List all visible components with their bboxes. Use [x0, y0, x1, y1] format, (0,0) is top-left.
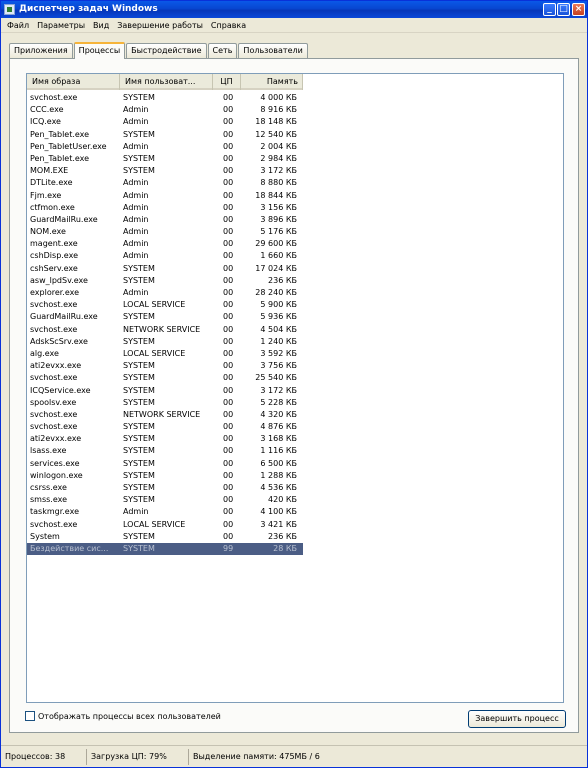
- process-user-name: SYSTEM: [123, 531, 155, 541]
- menu-options[interactable]: Параметры: [37, 20, 86, 30]
- process-memory: 12 540 КБ: [255, 129, 297, 139]
- process-user-name: SYSTEM: [123, 470, 155, 480]
- process-user-name: SYSTEM: [123, 385, 155, 395]
- tab-applications[interactable]: Приложения: [9, 43, 73, 58]
- process-cpu: 00: [223, 409, 234, 419]
- tab-users[interactable]: Пользователи: [238, 43, 307, 58]
- process-user-name: Admin: [123, 251, 149, 261]
- process-memory: 4 000 КБ: [260, 93, 297, 102]
- process-row[interactable]: [27, 470, 303, 482]
- process-row[interactable]: [27, 519, 303, 531]
- window-title: Диспетчер задач Windows: [19, 4, 158, 14]
- process-image-name: svchost.exe: [30, 300, 78, 310]
- process-image-name: Pen_Tablet.exe: [30, 129, 90, 139]
- process-memory: 3 756 КБ: [260, 361, 297, 371]
- process-list[interactable]: [26, 73, 564, 703]
- end-process-button[interactable]: Завершить процесс: [468, 710, 566, 728]
- process-row[interactable]: [27, 263, 303, 275]
- process-memory: 3 421 КБ: [260, 519, 297, 529]
- process-memory: 2 984 КБ: [260, 153, 297, 163]
- process-memory: 420 КБ: [268, 495, 297, 505]
- status-bar: [1, 745, 587, 767]
- process-image-name: Pen_TabletUser.exe: [30, 141, 107, 151]
- show-all-users-option[interactable]: [25, 710, 221, 722]
- process-cpu: 00: [223, 373, 234, 383]
- title-bar[interactable]: [1, 1, 587, 18]
- process-row[interactable]: [27, 348, 303, 360]
- process-user-name: Admin: [123, 507, 149, 517]
- process-user-name: SYSTEM: [123, 275, 155, 285]
- process-memory: 28 240 КБ: [255, 288, 297, 297]
- process-user-name: Admin: [123, 288, 149, 297]
- close-button[interactable]: ×: [572, 3, 585, 16]
- process-row[interactable]: [27, 177, 303, 189]
- process-user-name: Admin: [123, 105, 149, 115]
- menu-file[interactable]: Файл: [7, 20, 30, 30]
- process-cpu: 00: [223, 263, 234, 273]
- process-image-name: svchost.exe: [30, 324, 78, 334]
- process-memory: 1 116 КБ: [260, 446, 297, 456]
- process-user-name: LOCAL SERVICE: [123, 519, 186, 529]
- status-cpu-usage: Загрузка ЦП: 79%: [87, 749, 189, 765]
- process-rows: [27, 92, 303, 555]
- process-memory: 8 916 КБ: [260, 105, 297, 115]
- process-memory: 5 228 КБ: [260, 397, 297, 407]
- process-cpu: 00: [223, 336, 234, 346]
- process-memory: 4 504 КБ: [260, 324, 297, 334]
- process-user-name: SYSTEM: [123, 166, 155, 176]
- process-image-name: ati2evxx.exe: [30, 434, 82, 444]
- status-memory-commit: Выделение памяти: 475МБ / 6: [193, 751, 320, 761]
- process-memory: 1 240 КБ: [260, 336, 297, 346]
- process-memory: 28 КБ: [273, 543, 297, 553]
- process-row[interactable]: [27, 153, 303, 165]
- process-user-name: Admin: [123, 202, 149, 212]
- process-memory: 236 КБ: [268, 275, 297, 285]
- process-row[interactable]: [27, 238, 303, 250]
- process-cpu: 00: [223, 361, 234, 371]
- process-memory: 5 176 КБ: [260, 227, 297, 237]
- process-user-name: SYSTEM: [123, 129, 155, 139]
- process-cpu: 00: [223, 129, 234, 139]
- show-all-users-label: Отображать процессы всех пользователей: [38, 711, 221, 721]
- process-row[interactable]: [27, 409, 303, 421]
- process-image-name: ICQ.exe: [30, 117, 61, 127]
- process-cpu: 00: [223, 483, 234, 492]
- process-image-name: Pen_Tablet.exe: [30, 153, 90, 163]
- process-row[interactable]: [27, 202, 303, 214]
- process-memory: 5 900 КБ: [260, 300, 297, 310]
- process-row[interactable]: [27, 226, 303, 238]
- process-row[interactable]: [27, 190, 303, 202]
- process-cpu: 00: [223, 312, 234, 322]
- process-memory: 29 600 КБ: [255, 239, 297, 249]
- column-image-name[interactable]: Имя образа: [27, 74, 120, 90]
- process-row[interactable]: [27, 372, 303, 384]
- tab-networking[interactable]: Сеть: [208, 43, 238, 58]
- process-user-name: Admin: [123, 190, 149, 200]
- process-user-name: SYSTEM: [123, 373, 155, 383]
- process-user-name: Admin: [123, 239, 149, 249]
- process-user-name: Admin: [123, 214, 149, 224]
- process-row[interactable]: [27, 360, 303, 372]
- process-row[interactable]: [27, 397, 303, 409]
- process-memory: 4 100 КБ: [260, 507, 297, 517]
- process-user-name: NETWORK SERVICE: [123, 324, 201, 334]
- process-user-name: SYSTEM: [123, 361, 155, 371]
- tab-performance[interactable]: Быстродействие: [126, 43, 206, 58]
- process-cpu: 00: [223, 422, 234, 432]
- process-cpu: 00: [223, 446, 234, 456]
- process-cpu: 00: [223, 507, 234, 517]
- process-memory: 8 880 КБ: [260, 178, 297, 188]
- process-row[interactable]: [27, 311, 303, 323]
- process-image-name: System: [30, 531, 60, 541]
- process-user-name: SYSTEM: [123, 483, 155, 492]
- process-cpu: 00: [223, 458, 234, 468]
- process-image-name: explorer.exe: [30, 288, 80, 297]
- process-image-name: CCC.exe: [30, 105, 64, 115]
- process-image-name: alg.exe: [30, 348, 59, 358]
- process-cpu: 00: [223, 141, 234, 151]
- process-cpu: 00: [223, 239, 234, 249]
- process-user-name: SYSTEM: [123, 263, 155, 273]
- process-memory: 18 148 КБ: [255, 117, 297, 127]
- process-image-name: cshDisp.exe: [30, 251, 78, 261]
- process-cpu: 00: [223, 117, 234, 127]
- process-row[interactable]: [27, 165, 303, 177]
- menu-help[interactable]: Справка: [210, 20, 247, 30]
- process-memory: 236 КБ: [268, 531, 297, 541]
- process-memory: 4 320 КБ: [260, 409, 297, 419]
- process-image-name: ati2evxx.exe: [30, 361, 82, 371]
- process-row[interactable]: [27, 250, 303, 262]
- process-row[interactable]: [27, 543, 303, 555]
- tab-processes[interactable]: Процессы: [74, 42, 125, 59]
- process-user-name: Admin: [123, 141, 149, 151]
- process-cpu: 00: [223, 178, 234, 188]
- process-cpu: 00: [223, 227, 234, 237]
- process-image-name: asw_lpdSv.exe: [30, 275, 88, 285]
- process-row[interactable]: [27, 287, 303, 299]
- process-user-name: Admin: [123, 227, 149, 237]
- process-image-name: GuardMailRu.exe: [30, 214, 98, 224]
- process-cpu: 00: [223, 190, 234, 200]
- process-image-name: Fjm.exe: [30, 190, 62, 200]
- process-memory: 3 172 КБ: [260, 385, 297, 395]
- process-memory: 17 024 КБ: [255, 263, 297, 273]
- column-memory[interactable]: Память: [241, 74, 303, 90]
- process-cpu: 00: [223, 519, 234, 529]
- process-memory: 3 156 КБ: [260, 202, 297, 212]
- process-row[interactable]: [27, 385, 303, 397]
- process-cpu: 99: [223, 543, 234, 553]
- process-row[interactable]: [27, 336, 303, 348]
- process-cpu: 00: [223, 105, 234, 115]
- process-row[interactable]: [27, 104, 303, 116]
- process-user-name: LOCAL SERVICE: [123, 348, 186, 358]
- menu-bar: [1, 18, 587, 33]
- process-row[interactable]: [27, 299, 303, 311]
- process-image-name: csrss.exe: [30, 483, 67, 492]
- process-cpu: 00: [223, 153, 234, 163]
- column-user-name[interactable]: Имя пользоват...: [120, 74, 213, 90]
- process-row[interactable]: [27, 214, 303, 226]
- process-user-name: Admin: [123, 117, 149, 127]
- process-memory: 3 172 КБ: [260, 166, 297, 176]
- process-user-name: SYSTEM: [123, 446, 155, 456]
- process-cpu: 00: [223, 397, 234, 407]
- process-row[interactable]: [27, 421, 303, 433]
- process-user-name: SYSTEM: [123, 336, 155, 346]
- process-row[interactable]: [27, 92, 303, 104]
- process-user-name: SYSTEM: [123, 93, 155, 102]
- process-image-name: ctfmon.exe: [30, 202, 75, 212]
- process-user-name: SYSTEM: [123, 397, 155, 407]
- process-cpu: 00: [223, 348, 234, 358]
- process-cpu: 00: [223, 300, 234, 310]
- process-row[interactable]: [27, 482, 303, 494]
- process-image-name: svchost.exe: [30, 422, 78, 432]
- process-user-name: LOCAL SERVICE: [123, 300, 186, 310]
- task-manager-icon: [4, 4, 15, 15]
- process-cpu: 00: [223, 93, 234, 102]
- process-user-name: SYSTEM: [123, 422, 155, 432]
- process-image-name: svchost.exe: [30, 373, 78, 383]
- process-row[interactable]: [27, 324, 303, 336]
- process-row[interactable]: [27, 494, 303, 506]
- process-memory: 3 896 КБ: [260, 214, 297, 224]
- process-image-name: Бездействие сис...: [30, 543, 109, 553]
- process-memory: 4 876 КБ: [260, 422, 297, 432]
- process-row[interactable]: [27, 506, 303, 518]
- process-cpu: 00: [223, 324, 234, 334]
- process-image-name: NOM.exe: [30, 227, 66, 237]
- process-row[interactable]: [27, 141, 303, 153]
- process-image-name: taskmgr.exe: [30, 507, 79, 517]
- process-user-name: SYSTEM: [123, 543, 155, 553]
- process-memory: 2 004 КБ: [260, 141, 297, 151]
- processes-panel: [9, 58, 579, 733]
- maximize-button[interactable]: □: [557, 3, 570, 16]
- process-memory: 4 536 КБ: [260, 483, 297, 492]
- column-cpu[interactable]: ЦП: [213, 74, 241, 90]
- process-user-name: Admin: [123, 178, 149, 188]
- process-cpu: 00: [223, 495, 234, 505]
- process-user-name: NETWORK SERVICE: [123, 409, 201, 419]
- process-image-name: smss.exe: [30, 495, 68, 505]
- minimize-button[interactable]: _: [543, 3, 556, 16]
- process-image-name: AdskScSrv.exe: [30, 336, 88, 346]
- process-cpu: 00: [223, 434, 234, 444]
- show-all-users-checkbox[interactable]: [25, 711, 35, 721]
- process-row[interactable]: [27, 116, 303, 128]
- process-image-name: winlogon.exe: [30, 470, 83, 480]
- process-image-name: services.exe: [30, 458, 80, 468]
- process-image-name: DTLite.exe: [30, 178, 73, 188]
- process-row[interactable]: [27, 433, 303, 445]
- process-memory: 25 540 КБ: [255, 373, 297, 383]
- process-row[interactable]: [27, 445, 303, 457]
- process-user-name: SYSTEM: [123, 434, 155, 444]
- process-user-name: SYSTEM: [123, 458, 155, 468]
- process-cpu: 00: [223, 470, 234, 480]
- process-image-name: lsass.exe: [30, 446, 67, 456]
- process-image-name: GuardMailRu.exe: [30, 312, 98, 322]
- process-image-name: MOM.EXE: [30, 166, 69, 176]
- process-image-name: svchost.exe: [30, 409, 78, 419]
- process-image-name: svchost.exe: [30, 93, 78, 102]
- process-image-name: cshServ.exe: [30, 263, 78, 273]
- process-memory: 18 844 КБ: [255, 190, 297, 200]
- process-cpu: 00: [223, 531, 234, 541]
- menu-shutdown[interactable]: Завершение работы: [117, 20, 203, 30]
- tab-strip: [9, 41, 309, 58]
- process-row[interactable]: [27, 275, 303, 287]
- process-cpu: 00: [223, 166, 234, 176]
- process-user-name: SYSTEM: [123, 495, 155, 505]
- process-cpu: 00: [223, 288, 234, 297]
- process-memory: 3 592 КБ: [260, 348, 297, 358]
- process-image-name: svchost.exe: [30, 519, 78, 529]
- process-row[interactable]: [27, 531, 303, 543]
- process-memory: 6 500 КБ: [260, 458, 297, 468]
- process-cpu: 00: [223, 202, 234, 212]
- list-header: [27, 74, 303, 90]
- menu-view[interactable]: Вид: [93, 20, 110, 30]
- process-image-name: spoolsv.exe: [30, 397, 77, 407]
- process-row[interactable]: [27, 129, 303, 141]
- process-row[interactable]: [27, 458, 303, 470]
- process-memory: 5 936 КБ: [260, 312, 297, 322]
- process-user-name: SYSTEM: [123, 312, 155, 322]
- process-image-name: magent.exe: [30, 239, 78, 249]
- process-memory: 3 168 КБ: [260, 434, 297, 444]
- process-user-name: SYSTEM: [123, 153, 155, 163]
- process-cpu: 00: [223, 275, 234, 285]
- process-cpu: 00: [223, 385, 234, 395]
- process-image-name: ICQService.exe: [30, 385, 91, 395]
- process-memory: 1 288 КБ: [260, 470, 297, 480]
- process-cpu: 00: [223, 251, 234, 261]
- process-memory: 1 660 КБ: [260, 251, 297, 261]
- status-process-count: Процессов: 38: [1, 749, 87, 765]
- process-cpu: 00: [223, 214, 234, 224]
